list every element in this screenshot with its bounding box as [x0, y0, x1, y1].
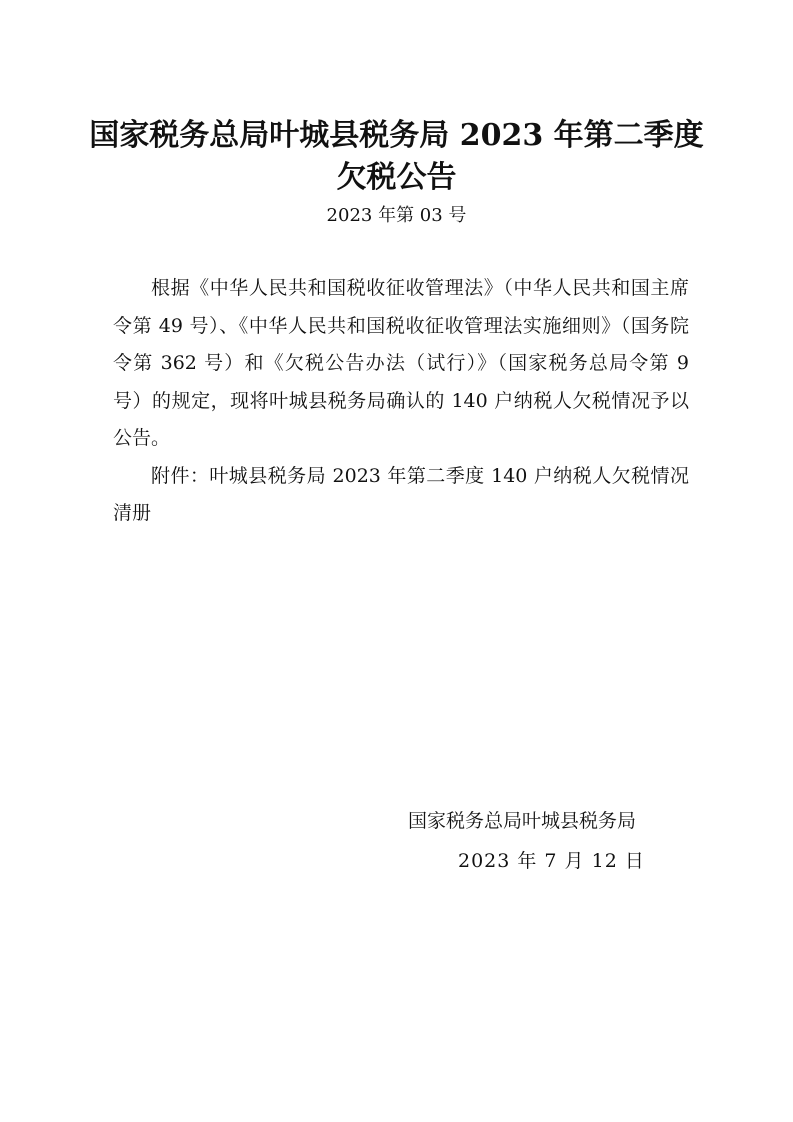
document-title-line-2: 欠税公告 — [336, 160, 457, 195]
signature-date: 2023 年 7 月 12 日 — [458, 850, 645, 872]
document-number: 2023 年第 03 号 — [326, 205, 467, 226]
signature-organization: 国家税务总局叶城县税务局 — [408, 810, 637, 832]
document-title-line-1: 国家税务总局叶城县税务局 2023 年第二季度 — [89, 118, 704, 153]
body-paragraph-main: 根据《中华人民共和国税收征收管理法》（中华人民共和国主席令第 49 号）、《中华人民共和国税收征收管理法实施细则》（国务院令第 362 号）和《欠税公告办法（试行）》（国家税务总局令第 9 号）的规定，现将叶城县税务局确认的 140 户纳税人欠税情况予以公告。 — [113, 277, 689, 449]
document-body — [113, 270, 689, 533]
body-paragraph-attachment: 附件：叶城县税务局 2023 年第二季度 140 户纳税人欠税情况清册 — [113, 464, 689, 524]
